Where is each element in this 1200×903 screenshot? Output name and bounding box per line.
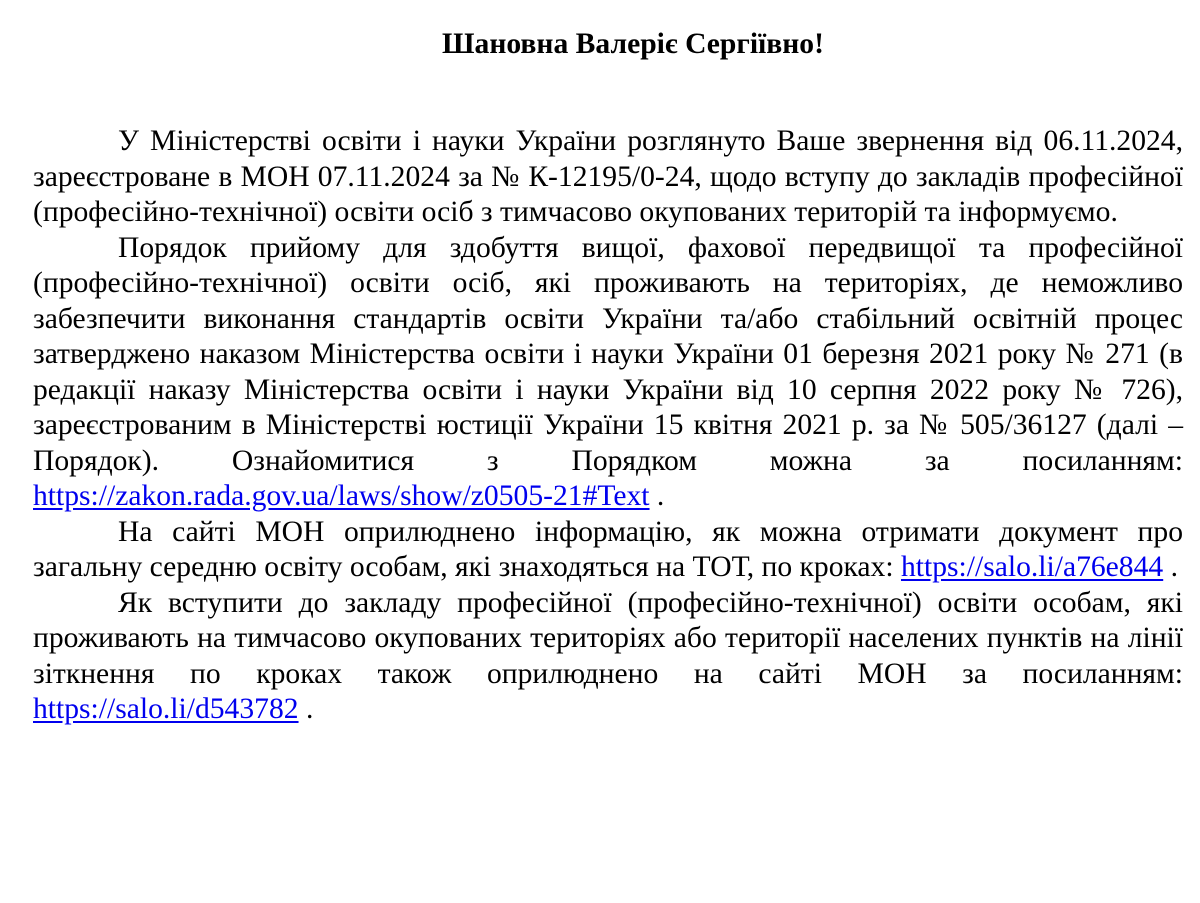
salo-link-a76e844[interactable]: https://salo.li/a76e844 [900,551,1164,583]
spacer [33,82,1183,124]
letter-page [33,0,1183,728]
paragraph-3 [33,515,1183,586]
paragraph-4 [33,586,1183,728]
paragraph-4-tail: . [298,693,314,725]
salo-link-d543782[interactable]: https://salo.li/d543782 [33,693,299,725]
paragraph-2 [33,231,1183,515]
paragraph-2-text: Порядок прийому для здобуття вищої, фахової передвищої та професійної (професійно-технічної) освіти осіб, які проживають на територіях, де неможливо забезпечити виконання стандартів освіти України та/або стабільний освітній процес затверджено наказом Міністерства освіти і науки України 01 березня 2021 року № 271 (в редакції наказу Міністерства освіти і науки України від 10 серпня 2022 року № 726), зареєстрованим в Міністерстві юстиції України 15 квітня 2021 р. за № 505/36127 (далі – Порядок). Ознайомитися з Порядком можна за посиланням: [33,231,1183,477]
paragraph-1 [33,124,1183,231]
paragraph-3-text: На сайті МОН оприлюднено інформацію, як можна отримати документ про загальну середню освіту особам, які знаходяться на ТОТ, по кроках: [33,515,1183,583]
paragraph-3-tail: . [1163,551,1178,583]
paragraph-2-tail: . [649,480,665,512]
zakon-rada-link[interactable]: https://zakon.rada.gov.ua/laws/show/z0505-21#Text [33,480,650,512]
paragraph-4-text: Як вступити до закладу професійної (професійно-технічної) освіти особам, які проживають на тимчасово окупованих територіях або території населених пунктів на лінії зіткнення по кроках також оприлюднено на сайті МОН за посиланням: [33,586,1183,690]
salutation-heading: Шановна Валеріє Сергіївно! [442,28,824,60]
paragraph-1-text: У Міністерстві освіти і науки України розглянуто Ваше звернення від 06.11.2024, зареєстроване в МОН 07.11.2024 за № К-12195/0-24, щодо вступу до закладів професійної (професійно-технічної) освіти осіб з тимчасово окупованих територій та інформуємо. [33,125,1183,228]
